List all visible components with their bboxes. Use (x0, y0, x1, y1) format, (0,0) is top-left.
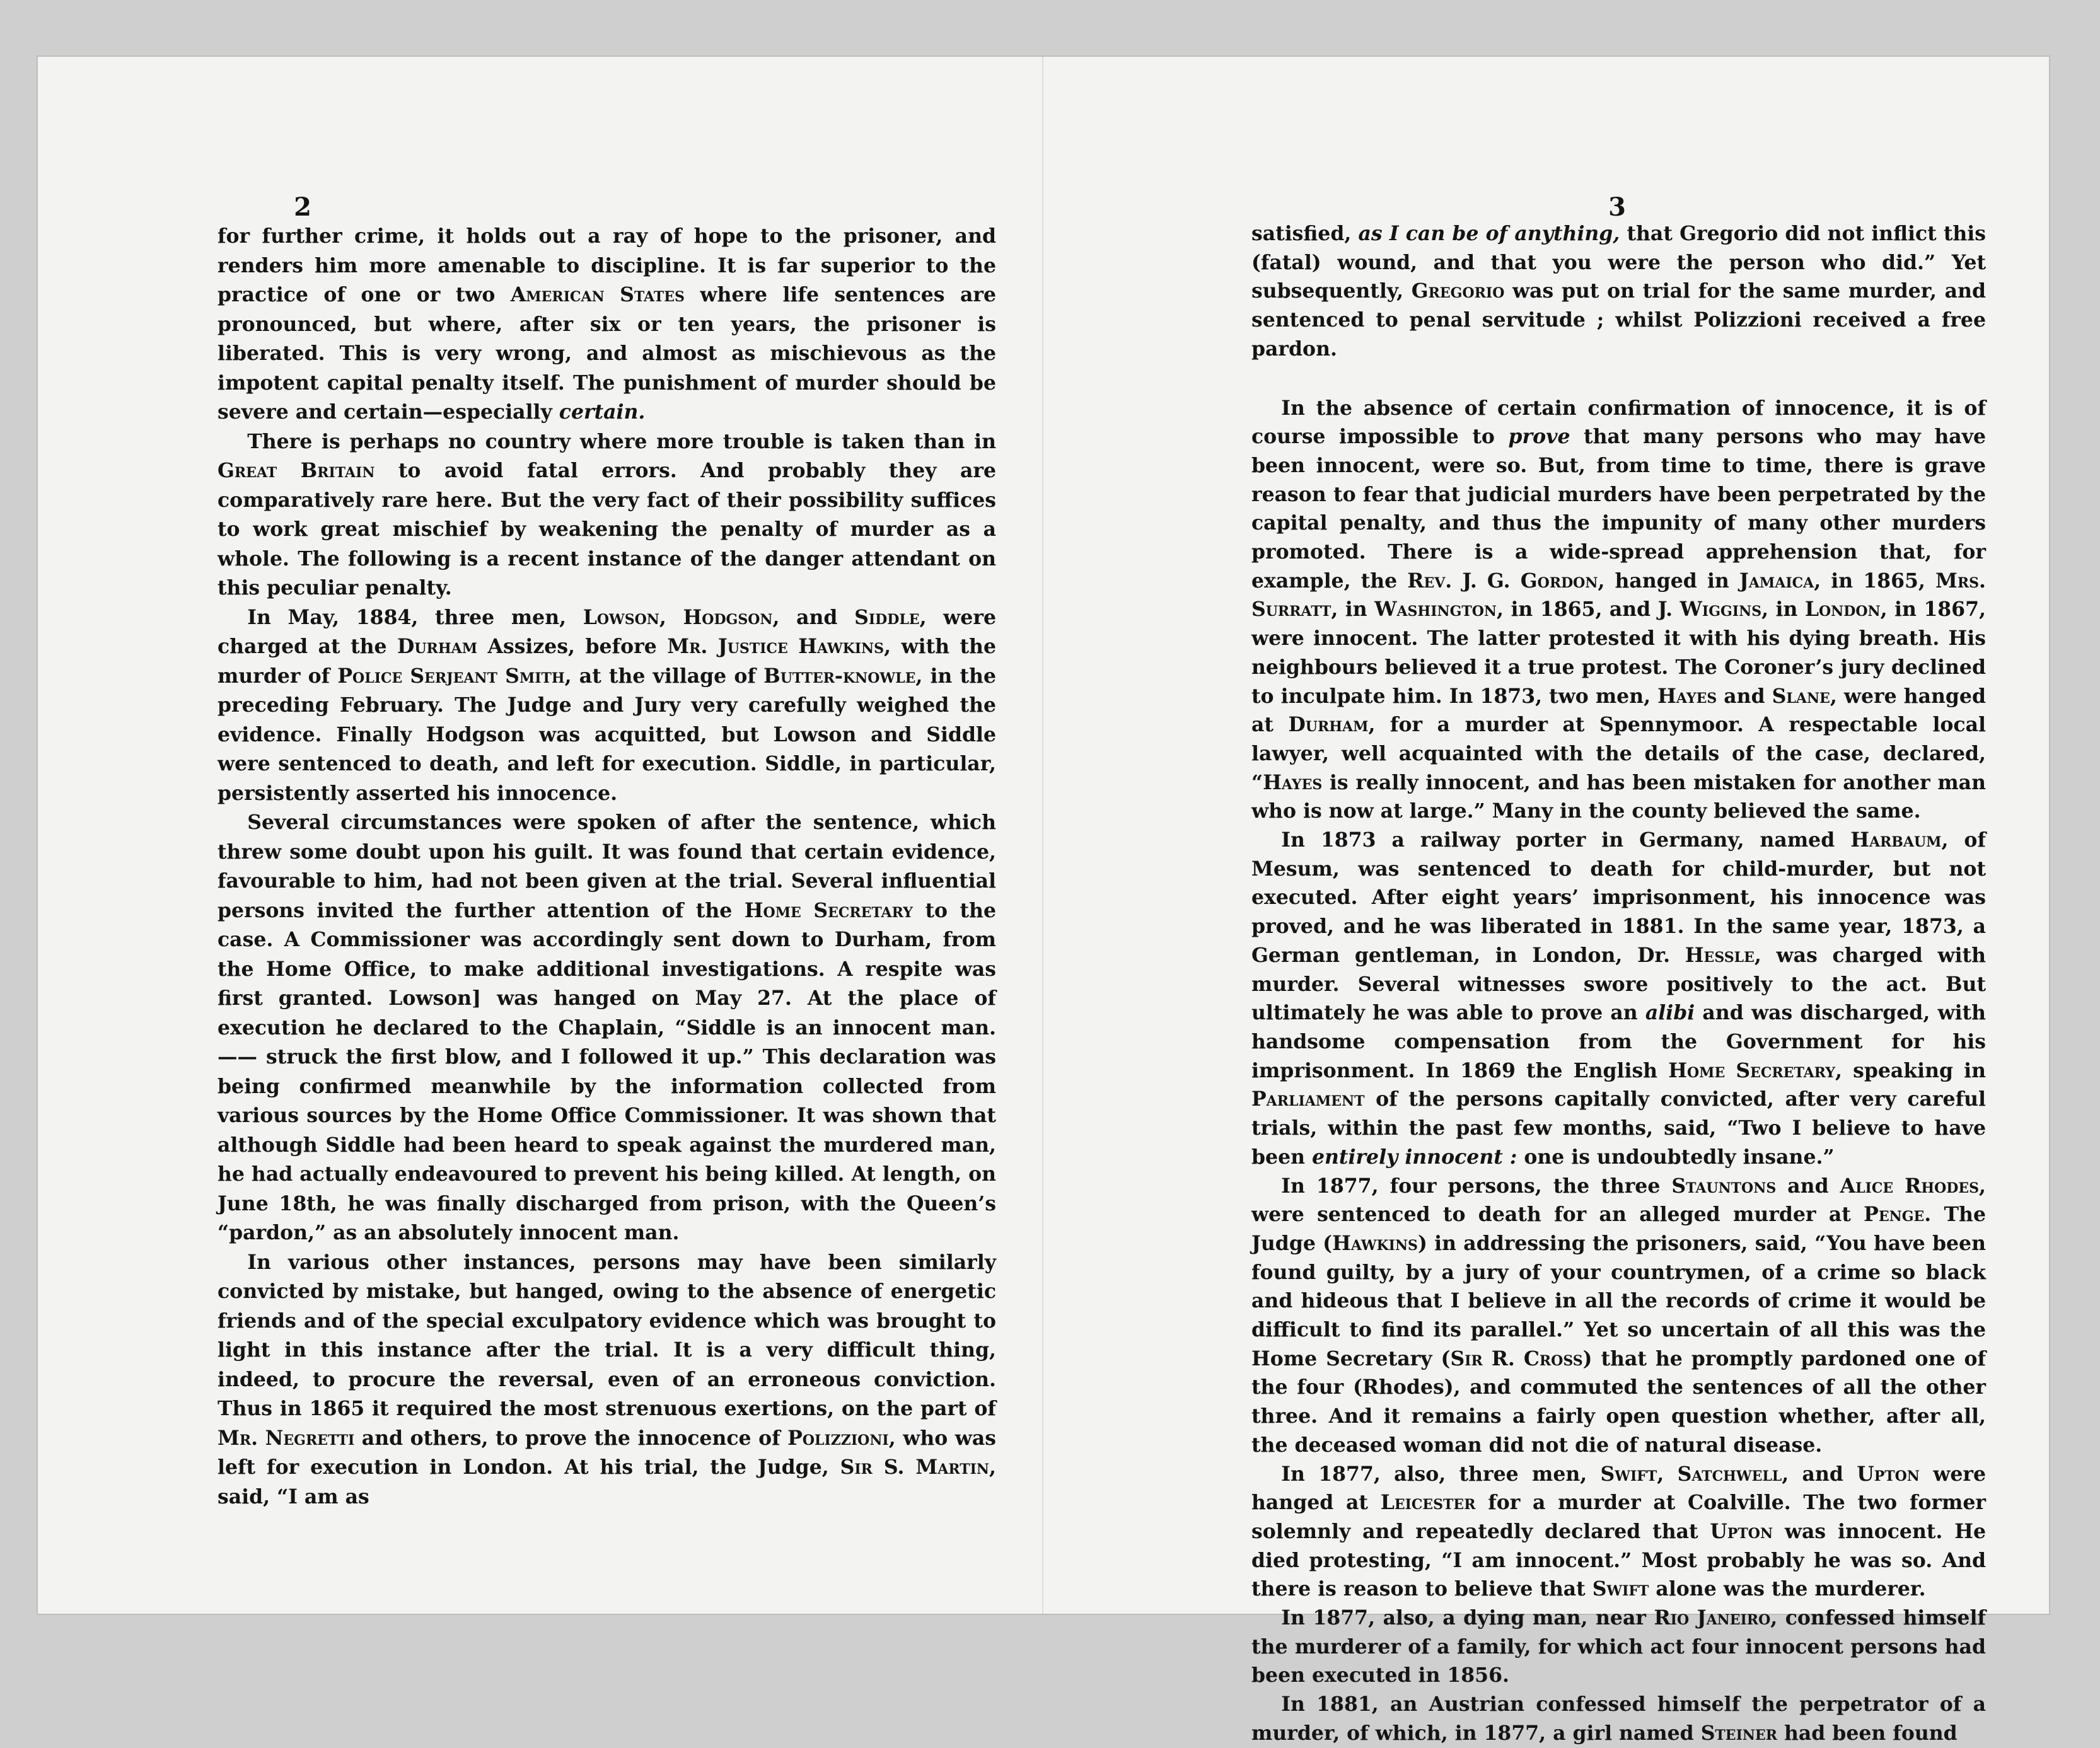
text-run: , in the preceding February. The Judge and Jury very carefully weighed the evidence. Finally Hodgson was acquitted, but Lowson and Siddle were sentenced to death, and left for execution. Siddle, in particular, persistently asserted his innocence. (218, 664, 996, 805)
text-run: , hanged in (1598, 569, 1739, 593)
paragraph (1251, 1604, 1986, 1690)
small-caps-text: Stauntons (1671, 1174, 1777, 1198)
small-caps-text: Polizzioni (787, 1426, 889, 1450)
paragraph (1251, 394, 1986, 826)
text-run: , at the village of (564, 664, 764, 688)
small-caps-text: Durham (1288, 713, 1369, 737)
italic-text: certain. (559, 400, 646, 424)
text-run: , in 1865, (1814, 569, 1935, 593)
text-run: ) that he promptly pardoned one of the four (Rhodes), and commuted the sentences of all the other three. And it remains a fairly open question whether, after all, the deceased woman did not die of natural disease. (1251, 1346, 1987, 1457)
small-caps-text: Lowson (583, 605, 659, 629)
small-caps-text: Hayes (1657, 684, 1717, 708)
text-run: alone was the murderer. (1649, 1577, 1926, 1601)
text-run: was put on trial for the same murder, and sentenced to penal servitude ; whilst Polizzioni received a free pardon. (1251, 279, 1987, 361)
text-run: , who was left for execution in London. At his trial, the Judge, (218, 1426, 996, 1479)
text-run: and (1717, 684, 1772, 708)
text-run: Assizes, before (477, 635, 668, 658)
text-run: ) in addressing the prisoners, said, “You have been found guilty, by a jury of your countrymen, of a crime so black and hideous that I believe in all the records of crime it would be difficult to find its parallel.” Yet so uncertain of all this was the Home Secretary ( (1251, 1231, 1986, 1370)
small-caps-text: Mr. Justice Hawkins (667, 635, 885, 658)
small-caps-text: Alice Rhodes (1840, 1174, 1980, 1198)
small-caps-text: Hodgson (683, 605, 773, 629)
text-run: satisfied, (1251, 222, 1359, 245)
small-caps-text: Upton (1857, 1462, 1920, 1486)
paragraph (218, 808, 996, 1248)
text-run: of the persons capitally convicted, after very careful trials, within the past few months, said, “Two I believe to have been (1251, 1087, 1986, 1169)
text-run: was innocent. He died protesting, “I am innocent.” Most probably he was so. And there is reason to believe that (1251, 1519, 1987, 1601)
left-page (38, 57, 1043, 1614)
text-run: for a murder at Coalville. The two former solemnly and repeatedly declared that (1251, 1491, 1987, 1543)
small-caps-text: Siddle (854, 605, 920, 629)
small-caps-text: Police Serjeant Smith (337, 664, 565, 688)
small-caps-text: Slane (1772, 684, 1830, 708)
small-caps-text: Penge (1864, 1203, 1925, 1227)
text-column (1251, 219, 1986, 1748)
text-run: , speaking in (1835, 1058, 1986, 1082)
small-caps-text: Jamaica (1739, 569, 1814, 593)
small-caps-text: Parliament (1251, 1087, 1365, 1111)
text-run: , of Mesum, was sentenced to death for child-murder, but not executed. After eight years’ imprisonment, his innocence was proved, and he was liberated in 1881. In the same year, 1873, a German gentleman, in London, Dr. (1251, 828, 1986, 967)
text-run: and (1776, 1174, 1840, 1198)
small-caps-text: Gregorio (1411, 279, 1505, 303)
text-column (218, 222, 996, 1512)
small-caps-text: Leicester (1380, 1491, 1476, 1515)
small-caps-text: Home Secretary (1668, 1058, 1835, 1082)
text-run: , (659, 605, 683, 629)
text-run: In May, 1884, three men, (247, 605, 583, 629)
italic-text: prove (1508, 425, 1570, 449)
text-run: In the absence of certain confirmation of innocence, it is of course impossible to (1251, 396, 1986, 449)
small-caps-text: Swift (1600, 1462, 1657, 1486)
small-caps-text: Rev. J. G. Gordon (1407, 569, 1598, 593)
text-run: , in 1867, were innocent. The latter protested it with his dying breath. His neighbours believed it a true protest. The Coroner’s jury declined to inculpate him. In 1873, two men, (1251, 598, 1986, 708)
text-run: and was discharged, with handsome compensation from the Government for his imprisonment. In 1869 the English (1251, 1001, 1987, 1082)
small-caps-text: Hayes (1263, 770, 1323, 794)
text-run: There is perhaps no country where more trouble is taken than in (247, 429, 996, 453)
text-run: to the case. A Commissioner was accordingly sent down to Durham, from the Home Office, to make additional investigations. A respite was first granted. Lowson] was hanged on May 27. At the place of execution he declared to the Chaplain, “Siddle is an innocent man. —— struck the first blow, and I followed it up.” This declaration was being confirmed meanwhile by the information collected from various sources by the Home Office Commissioner. It was shown that although Siddle had been heard to speak against the murdered man, he had actually endeavoured to prevent his being killed. At length, on June 18th, he was finally discharged from prison, with the Queen’s “pardon,” as an absolutely innocent man. (218, 898, 996, 1244)
small-caps-text: Mrs. Surratt (1251, 569, 1986, 622)
text-run: , was charged with murder. Several witnesses swore positively to the act. But ultimately he was able to prove an (1251, 943, 1986, 1025)
paragraph (218, 427, 996, 603)
text-run: where life sentences are pronounced, but where, after six or ten years, the prisoner is liberated. This is very wrong, and almost as mischievous as the impotent capital penalty itself. The punishment of murder should be severe and certain—especially (218, 283, 996, 424)
paragraph (1251, 826, 1986, 1171)
text-run: , in (1761, 598, 1805, 622)
text-run: that Gregorio did not inflict this (fatal) wound, and that you were the person who did.” Yet subsequently, (1251, 222, 1986, 303)
paragraph (1251, 1690, 1986, 1747)
small-caps-text: Butter-knowle (763, 664, 916, 688)
small-caps-text: Hessle (1685, 943, 1755, 967)
paragraph (218, 1248, 996, 1512)
small-caps-text: Durham (397, 635, 478, 658)
small-caps-text: Satchwell (1677, 1462, 1782, 1486)
paragraph (218, 222, 996, 427)
text-run: , were hanged at (1251, 684, 1986, 737)
text-run: , confessed himself the murderer of a family, for which act four innocent persons had been executed in 1856. (1251, 1606, 1986, 1687)
small-caps-text: Home Secretary (744, 898, 913, 922)
paragraph (218, 603, 996, 809)
text-run: In 1877, also, a dying man, near (1281, 1606, 1654, 1630)
text-run: In 1877, also, three men, (1281, 1462, 1601, 1486)
text-run: , and (772, 605, 855, 629)
text-run: , were charged at the (218, 605, 996, 658)
text-run: and others, to prove the innocence of (354, 1426, 788, 1450)
text-run: to avoid fatal errors. And probably they are comparatively rare here. But the very fact of their possibility suffices to work great mischief by weakening the penalty of murder as a whole. The following is a recent instance of the danger attendant on this peculiar penalty. (218, 459, 996, 599)
small-caps-text: London (1804, 598, 1881, 622)
paragraph (1251, 1460, 1986, 1604)
text-run: , were sentenced to death for an alleged murder at (1251, 1174, 1986, 1227)
text-run: In 1881, an Austrian confessed himself the perpetrator of a murder, of which, in 1877, a girl named (1251, 1693, 1986, 1745)
text-run: one is undoubtedly insane.” (1517, 1145, 1835, 1169)
small-caps-text: Hawkins (1332, 1231, 1418, 1255)
small-caps-text: Sir S. Martin (840, 1456, 990, 1479)
page-number: 2 (294, 192, 311, 222)
small-caps-text: Rio Janeiro (1654, 1606, 1771, 1630)
text-run: . The Judge ( (1251, 1203, 1986, 1255)
italic-text: alibi (1645, 1001, 1695, 1025)
right-page (1043, 57, 2049, 1745)
text-run: , with the murder of (218, 635, 996, 688)
text-run: , (1657, 1462, 1678, 1486)
text-run: In 1873 a railway porter in Germany, named (1281, 828, 1851, 852)
small-caps-text: Harbaum (1850, 828, 1942, 852)
small-caps-text: Wiggins (1679, 598, 1762, 622)
text-run: had been found (1777, 1721, 1958, 1745)
text-run: In various other instances, persons may have been similarly convicted by mistake, but hanged, owing to the absence of energetic friends and of the special exculpatory evidence which was brought to light in this instance after the trial. It is a very difficult thing, indeed, to procure the reversal, even of an erroneous conviction. Thus in 1865 it required the most strenuous exertions, on the part of (218, 1250, 996, 1420)
small-caps-text: American States (510, 283, 685, 306)
text-run: , in 1865, and J. (1497, 598, 1680, 622)
small-caps-text: Steiner (1700, 1721, 1778, 1745)
small-caps-text: Sir R. Cross (1450, 1346, 1583, 1370)
text-run: , said, “I am as (218, 1456, 996, 1508)
text-run: In 1877, four persons, the three (1281, 1174, 1672, 1198)
text-run: that many persons who may have been innocent, were so. But, from time to time, there is grave reason to fear that judicial murders have been perpetrated by the capital penalty, and thus the impunity of many other murders promoted. There is a wide-spread apprehension that, for example, the (1251, 425, 1986, 593)
text-run: is really innocent, and has been mistaken for another man who is now at large.” Many in the county believed the same. (1251, 770, 1986, 823)
page-number: 3 (1608, 192, 1626, 222)
text-run: for further crime, it holds out a ray of hope to the prisoner, and renders him more amenable to discipline. It is far superior to the practice of one or two (218, 224, 996, 306)
paragraph (1251, 1172, 1986, 1460)
italic-text: entirely innocent : (1311, 1145, 1517, 1169)
text-run: were hanged at (1251, 1462, 1986, 1515)
small-caps-text: Swift (1592, 1577, 1649, 1601)
small-caps-text: Mr. Negretti (218, 1426, 355, 1450)
small-caps-text: Great Britain (218, 459, 375, 482)
italic-text: as I can be of anything, (1358, 222, 1620, 245)
text-run: , in (1331, 598, 1375, 622)
text-run: , for a murder at Spennymoor. A respectable local lawyer, well acquainted with the details of the case, declared, “ (1251, 713, 1986, 794)
small-caps-text: Washington (1374, 598, 1497, 622)
text-run: Several circumstances were spoken of after the sentence, which threw some doubt upon his guilt. It was found that certain evidence, favourable to him, had not been given at the trial. Several influential persons invited the further attention of the (218, 811, 996, 922)
document-spread (38, 57, 2049, 1745)
paragraph (1251, 219, 1986, 364)
text-run: , and (1782, 1462, 1857, 1486)
small-caps-text: Upton (1710, 1519, 1773, 1543)
